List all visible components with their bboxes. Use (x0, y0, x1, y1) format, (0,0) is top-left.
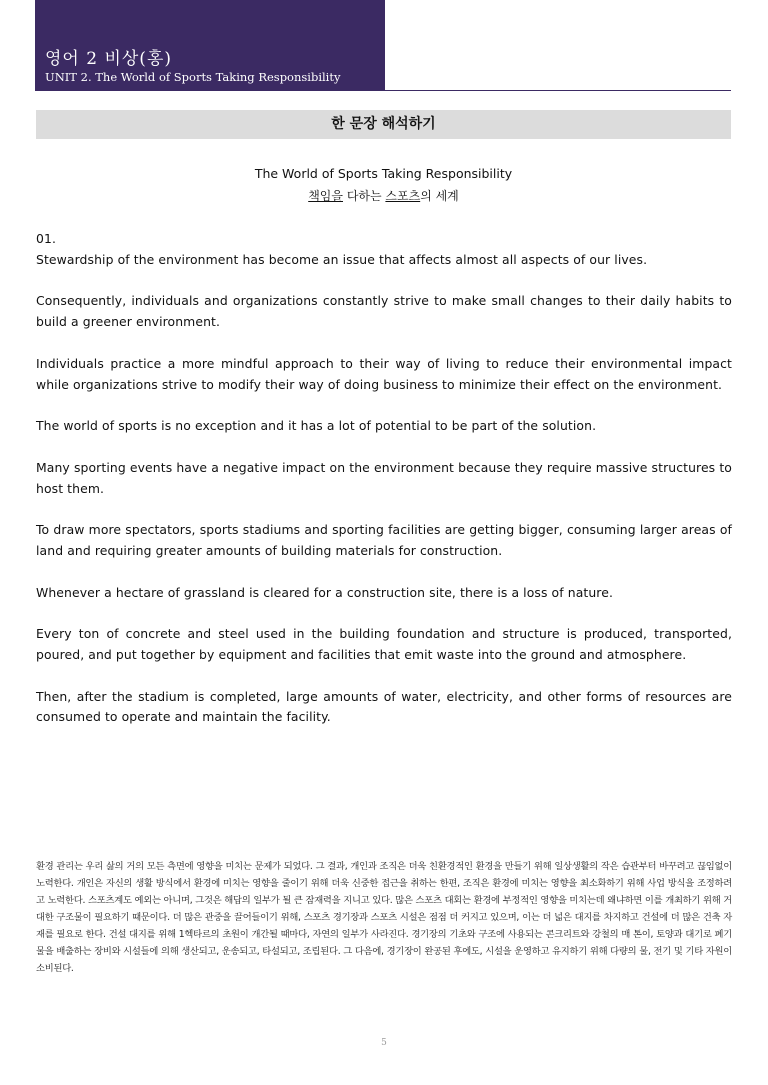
title-ko-part-4: 의 세계 (420, 189, 459, 203)
header-divider (35, 90, 731, 91)
passage-title-english: The World of Sports Taking Responsibility (254, 166, 513, 181)
sentence-4: The world of sports is no exception and it has a lot of potential to be part of the solution. (36, 418, 597, 434)
question-number: 01. (36, 231, 57, 246)
passage-body (36, 229, 732, 749)
passage-title-korean (36, 187, 731, 204)
unit-subtitle: UNIT 2. The World of Sports Taking Responsibility (45, 70, 341, 84)
title-ko-part-1: 책임을 (308, 189, 343, 203)
page-number: 5 (381, 1038, 387, 1048)
section-heading: 한 문장 해석하기 (36, 110, 731, 139)
header-banner (35, 0, 385, 90)
course-title: 영어 2 비상(홍) (45, 49, 172, 69)
sentence-6: To draw more spectators, sports stadiums and sporting facilities are getting bigger, consuming larger areas of land and requiring greater amounts of building materials for construction. (36, 522, 732, 558)
sentence-2: Consequently, individuals and organizations constantly strive to make small changes to their daily habits to build a greener environment. (36, 293, 732, 330)
title-ko-part-2: 다하는 (343, 189, 386, 203)
sentence-5: Many sporting events have a negative impact on the environment because they require massive structures to host them. (36, 459, 732, 496)
title-ko-part-3: 스포츠 (385, 189, 421, 203)
sentence-1: Stewardship of the environment has become an issue that affects almost all aspects of our lives. (36, 251, 648, 267)
sentence-9: Then, after the stadium is completed, large amounts of water, electricity, and other forms of resources are consumed to operate and maintain the facility. (36, 688, 732, 725)
sentence-7: Whenever a hectare of grassland is cleared for a construction site, there is a loss of nature. (36, 584, 613, 600)
sentence-8: Every ton of concrete and steel used in the building foundation and structure is produced, transported, poured, and put together by equipment and facilities that emit waste into the ground and atmosphere. (36, 626, 732, 662)
sentence-3: Individuals practice a more mindful approach to their way of living to reduce their environmental impact while organizations strive to modify their way of doing business to minimize their effect on the environment. (36, 355, 732, 392)
korean-translation: 환경 관리는 우리 삶의 거의 모든 측면에 영향을 미치는 문제가 되었다. 그 결과, 개인과 조직은 더욱 친환경적인 환경을 만들기 위해 일상생활의 작은 습관부터 바꾸려고 끊임없이 노력한다. 개인은 자신의 생활 방식에서 환경에 미치는 영향을 줄이기 위해 더욱 신중한 접근을 취하는 한편, 조직은 환경에 미치는 영향을 최소화하기 위해 사업 방식을 조정하려고 노력한다. 스포츠계도 예외는 아니며, 그것은 해답의 일부가 될 큰 잠재력을 지니고 있다. 많은 스포츠 대회는 환경에 부정적인 영향을 미치는데 왜냐하면 이를 개최하기 위해 거대한 구조물이 필요하기 때문이다. 더 많은 관중을 끌어들이기 위해, 스포츠 경기장과 스포츠 시설은 점점 더 커지고 있으며, 이는 더 넓은 대지를 차지하고 건설에 더 많은 건축 자재를 필요로 한다. 건설 대지를 위해 1헥타르의 초원이 개간될 때마다, 자연의 일부가 사라진다. 경기장의 기초와 구조에 사용되는 콘크리트와 강철의 매 톤이, 토양과 대기로 폐기물을 배출하는 장비와 시설들에 의해 생산되고, 운송되고, 타설되고, 조립된다. 그 다음에, 경기장이 완공된 후에도, 시설을 운영하고 유지하기 위해 다량의 물, 전기 및 기타 자원이 소비된다. (36, 861, 732, 974)
